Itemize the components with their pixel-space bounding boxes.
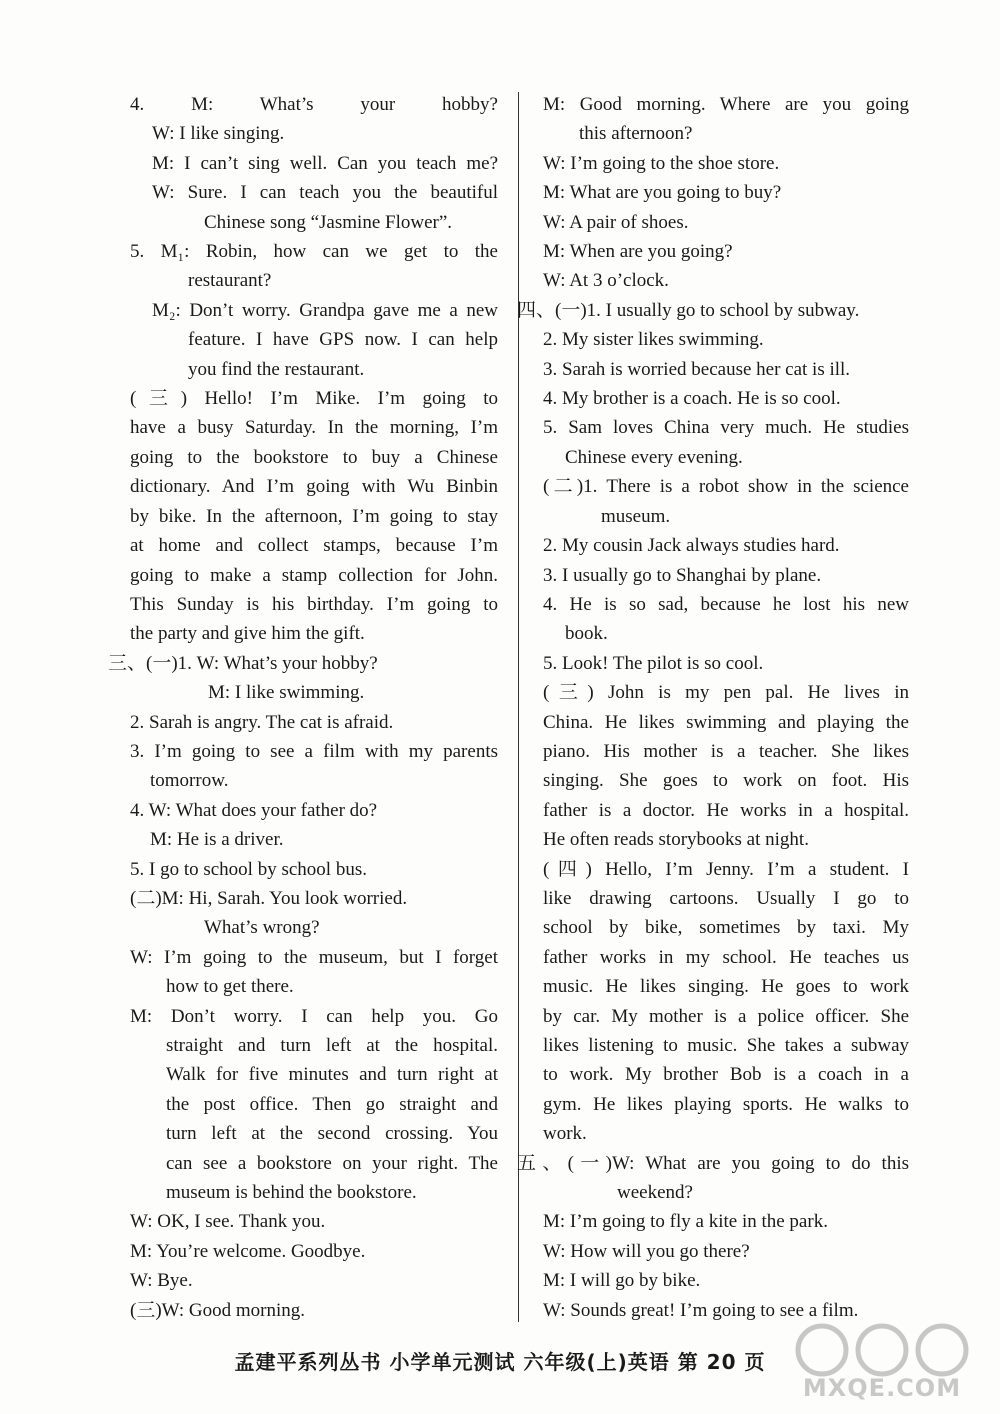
text-line: M: I’m going to fly a kite in the park. (543, 1211, 828, 1233)
text-line: school by bike, sometimes by taxi. My (543, 917, 909, 939)
text-line: W: OK, I see. Thank you. (130, 1211, 326, 1233)
text-line: going to the bookstore to buy a Chinese (130, 446, 498, 468)
text-line: gym. He likes playing sports. He walks to (543, 1093, 909, 1115)
text-line: like drawing cartoons. Usually I go to (543, 887, 909, 909)
text-line: how to get there. (166, 976, 294, 998)
watermark-logo-icon (782, 1322, 982, 1378)
column-divider (518, 92, 519, 1322)
text-line: M: What are you going to buy? (543, 182, 782, 204)
text-line: 5. I go to school by school bus. (130, 858, 367, 880)
text-line: (三)W: Good morning. (130, 1299, 306, 1321)
text-line: W: A pair of shoes. (543, 211, 689, 233)
section-heading: 三、(一)1. W: What’s your hobby? (108, 652, 378, 674)
text-line: work. (543, 1123, 587, 1145)
text-line: 5. Sam loves China very much. He studies (543, 417, 909, 439)
text-line: 3. I’m going to see a film with my parents (130, 740, 498, 762)
text-line: this afternoon? (579, 123, 693, 145)
text-line: tomorrow. (150, 770, 229, 792)
text-line: have a busy Saturday. In the morning, I’m (130, 417, 498, 439)
text-line: 5. Look! The pilot is so cool. (543, 652, 764, 674)
text-line: by bike. In the afternoon, I’m going to stay (130, 505, 498, 527)
text-line: 3. I usually go to Shanghai by plane. (543, 564, 822, 586)
text-line: music. He likes singing. He goes to work (543, 976, 909, 998)
right-column (517, 90, 909, 1325)
text-line: 2. My sister likes swimming. (543, 329, 764, 351)
text-line: restaurant? (188, 270, 272, 292)
text-line: China. He likes swimming and playing the (543, 711, 909, 733)
text-line: at home and collect stamps, because I’m (130, 535, 498, 557)
text-line: piano. His mother is a teacher. She likes (543, 740, 909, 762)
text-line: dictionary. And I’m going with Wu Binbin (130, 476, 498, 498)
text-line: (四) Hello, I’m Jenny. I’m a student. I (543, 858, 909, 880)
section-heading: 四、(一)1. I usually go to school by subway. (517, 299, 860, 321)
text-line: W: I’m going to the museum, but I forget (130, 946, 498, 968)
text-line: W: Bye. (130, 1270, 193, 1292)
text-line: Chinese every evening. (565, 446, 743, 468)
text-line: Walk for five minutes and turn right at (166, 1064, 498, 1086)
text-line: 2. Sarah is angry. The cat is afraid. (130, 711, 394, 733)
left-column (108, 90, 498, 1325)
text-line: father is a doctor. He works in a hospital. (543, 799, 909, 821)
text-line: W: I’m going to the shoe store. (543, 152, 780, 174)
text-line: can see a bookstore on your right. The (166, 1152, 498, 1174)
text-line: 5. M₁: Robin, how can we get to the (130, 241, 498, 263)
text-line: Chinese song “Jasmine Flower”. (204, 211, 453, 233)
text-line: W: At 3 o’clock. (543, 270, 669, 292)
text-line: by car. My mother is a police officer. She (543, 1005, 909, 1027)
text-line: 4. He is so sad, because he lost his new (543, 593, 909, 615)
text-line: M: I like swimming. (208, 682, 365, 704)
text-line: to work. My brother Bob is a coach in a (543, 1064, 909, 1086)
text-line: you find the restaurant. (188, 358, 365, 380)
text-line: feature. I have GPS now. I can help (188, 329, 498, 351)
text-line: (三) John is my pen pal. He lives in (543, 682, 909, 704)
text-line: M: Don’t worry. I can help you. Go (130, 1005, 498, 1027)
text-line: (二)M: Hi, Sarah. You look worried. (130, 887, 408, 909)
text-line: book. (565, 623, 608, 645)
section-heading: 五、(一)W: What are you going to do this (517, 1152, 909, 1174)
text-line: This Sunday is his birthday. I’m going to (130, 593, 498, 615)
text-line: father works in my school. He teaches us (543, 946, 909, 968)
text-line: turn left at the second crossing. You (166, 1123, 498, 1145)
text-line: M: When are you going? (543, 241, 733, 263)
text-line: He often reads storybooks at night. (543, 829, 809, 851)
text-line: M: I will go by bike. (543, 1270, 701, 1292)
text-line: (二)1. There is a robot show in the science (543, 476, 909, 498)
text-line: weekend? (617, 1182, 693, 1204)
watermark-text: MXQE.COM (802, 1374, 962, 1402)
text-line: M: You’re welcome. Goodbye. (130, 1240, 366, 1262)
text-line: 4. My brother is a coach. He is so cool. (543, 388, 841, 410)
text-line: 4. W: What does your father do? (130, 799, 378, 821)
text-line: M: I can’t sing well. Can you teach me? (152, 152, 498, 174)
watermark (782, 1322, 982, 1402)
text-line: W: Sounds great! I’m going to see a film. (543, 1299, 859, 1321)
text-line: M₂: Don’t worry. Grandpa gave me a new (152, 299, 498, 321)
text-line: W: How will you go there? (543, 1240, 750, 1262)
text-line: M: He is a driver. (150, 829, 284, 851)
text-line: straight and turn left at the hospital. (166, 1035, 498, 1056)
text-line: museum is behind the bookstore. (166, 1182, 417, 1204)
text-line: museum. (601, 505, 671, 527)
text-line: (三) Hello! I’m Mike. I’m going to (130, 388, 498, 410)
text-line: 4. M: What’s your hobby? (130, 94, 498, 115)
text-line: the post office. Then go straight and (166, 1093, 498, 1115)
text-line: singing. She goes to work on foot. His (543, 770, 909, 792)
text-line: going to make a stamp collection for John. (130, 564, 498, 586)
text-line: 2. My cousin Jack always studies hard. (543, 535, 840, 557)
page-footer: 孟建平系列丛书 小学单元测试 六年级(上)英语 第 20 页 (234, 1350, 766, 1374)
text-line: the party and give him the gift. (130, 623, 365, 645)
text-line: likes listening to music. She takes a subway (543, 1035, 909, 1056)
text-line: W: I like singing. (152, 123, 285, 145)
text-line: 3. Sarah is worried because her cat is ill. (543, 358, 851, 380)
text-line: M: Good morning. Where are you going (543, 94, 909, 115)
text-line: W: Sure. I can teach you the beautiful (152, 182, 498, 204)
text-line: What’s wrong? (204, 917, 320, 939)
